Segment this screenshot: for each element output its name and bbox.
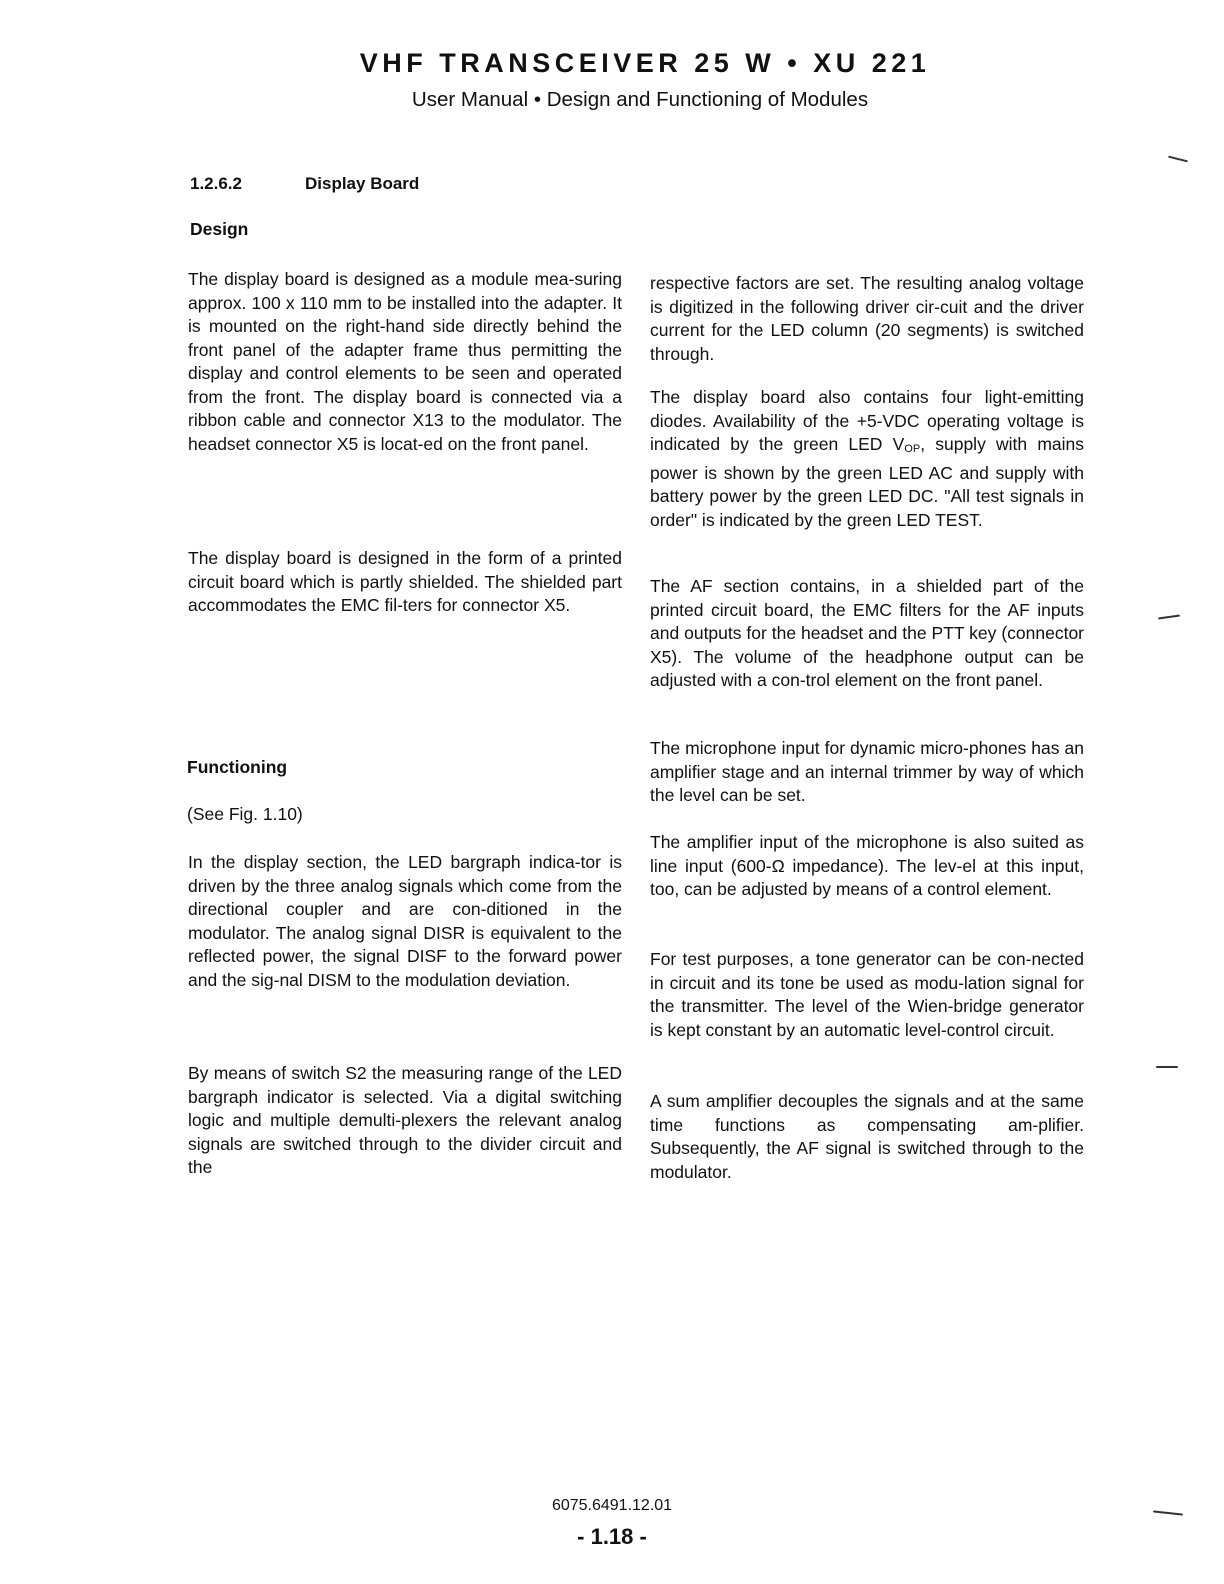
right-paragraph-4: The microphone input for dynamic micro-phones has an amplifier stage and an internal trimmer by way of which the level can be set.	[650, 738, 1084, 805]
section-number: 1.2.6.2	[190, 174, 242, 193]
design-heading: Design	[190, 219, 249, 239]
margin-mark	[1156, 1066, 1178, 1068]
design-paragraph-1: The display board is designed as a module mea-suring approx. 100 x 110 mm to be installed into the adapter. It is mounted on the right-hand side directly behind the front panel of the adapter frame thus permitting the display and control elements to be seen and operated from the front. The display board is connected via a ribbon cable and connector X13 to the modulator. The headset connector X5 is locat-ed on the front panel.	[188, 269, 622, 454]
section-title: Display Board	[305, 174, 420, 193]
right-paragraph-2	[650, 386, 1084, 532]
margin-mark	[1168, 156, 1188, 163]
right-paragraph-3: The AF section contains, in a shielded part of the printed circuit board, the EMC filters for the AF inputs and outputs for the headset and the PTT key (connector X5). The volume of the headphone output can be adjusted with a con-trol element on the front panel.	[650, 576, 1084, 690]
figure-reference: (See Fig. 1.10)	[187, 804, 303, 824]
right-paragraph-6: For test purposes, a tone generator can be con-nected in circuit and its tone be used as modu-lation signal for the transmitter. The level of the Wien-bridge generator is kept constant by an automatic level-control circuit.	[650, 949, 1084, 1040]
right-paragraph-7: A sum amplifier decouples the signals and at the same time functions as compensating am-plifier. Subsequently, the AF signal is switched through to the modulator.	[650, 1091, 1084, 1182]
right-paragraph-1: respective factors are set. The resulting analog voltage is digitized in the following driver cir-cuit and the driver current for the LED column (20 segments) is switched through.	[650, 273, 1084, 364]
design-paragraph-2: The display board is designed in the form of a printed circuit board which is partly shielded. The shielded part accommodates the EMC fil-ters for connector X5.	[188, 548, 622, 615]
functioning-paragraph-1: In the display section, the LED bargraph indica-tor is driven by the three analog signals which come from the directional coupler and are con-ditioned in the modulator. The analog signal DISR is equivalent to the reflected power, the signal DISF to the forward power and the sig-nal DISM to the modulation deviation.	[188, 852, 622, 990]
document-subtitle: User Manual • Design and Functioning of Modules	[411, 88, 869, 111]
right-paragraph-2-text-b: , supply with mains power is shown by the green LED AC and supply with battery power by the green LED DC. "All test signals in order" is indicated by the green LED TEST.	[650, 434, 1084, 530]
functioning-paragraph-2: By means of switch S2 the measuring range of the LED bargraph indicator is selected. Via a digital switching logic and multiple demulti-plexers the relevant analog signals are switched through to the divider circuit and the	[188, 1063, 622, 1177]
right-paragraph-5: The amplifier input of the microphone is also suited as line input (600-Ω impedance). The lev-el at this input, too, can be adjusted by means of a control element.	[650, 832, 1084, 899]
functioning-heading: Functioning	[187, 757, 288, 777]
voltage-subscript: OP	[904, 443, 921, 455]
page-number: - 1.18 -	[577, 1524, 647, 1549]
margin-mark	[1158, 614, 1180, 619]
document-title: VHF TRANSCEIVER 25 W • XU 221	[359, 48, 931, 78]
document-number: 6075.6491.12.01	[551, 1497, 673, 1514]
right-paragraph-2-text-a: The display board also contains four light-emitting diodes. Availability of the +5-VDC operating voltage is indicated by the green LED V	[650, 387, 1084, 454]
